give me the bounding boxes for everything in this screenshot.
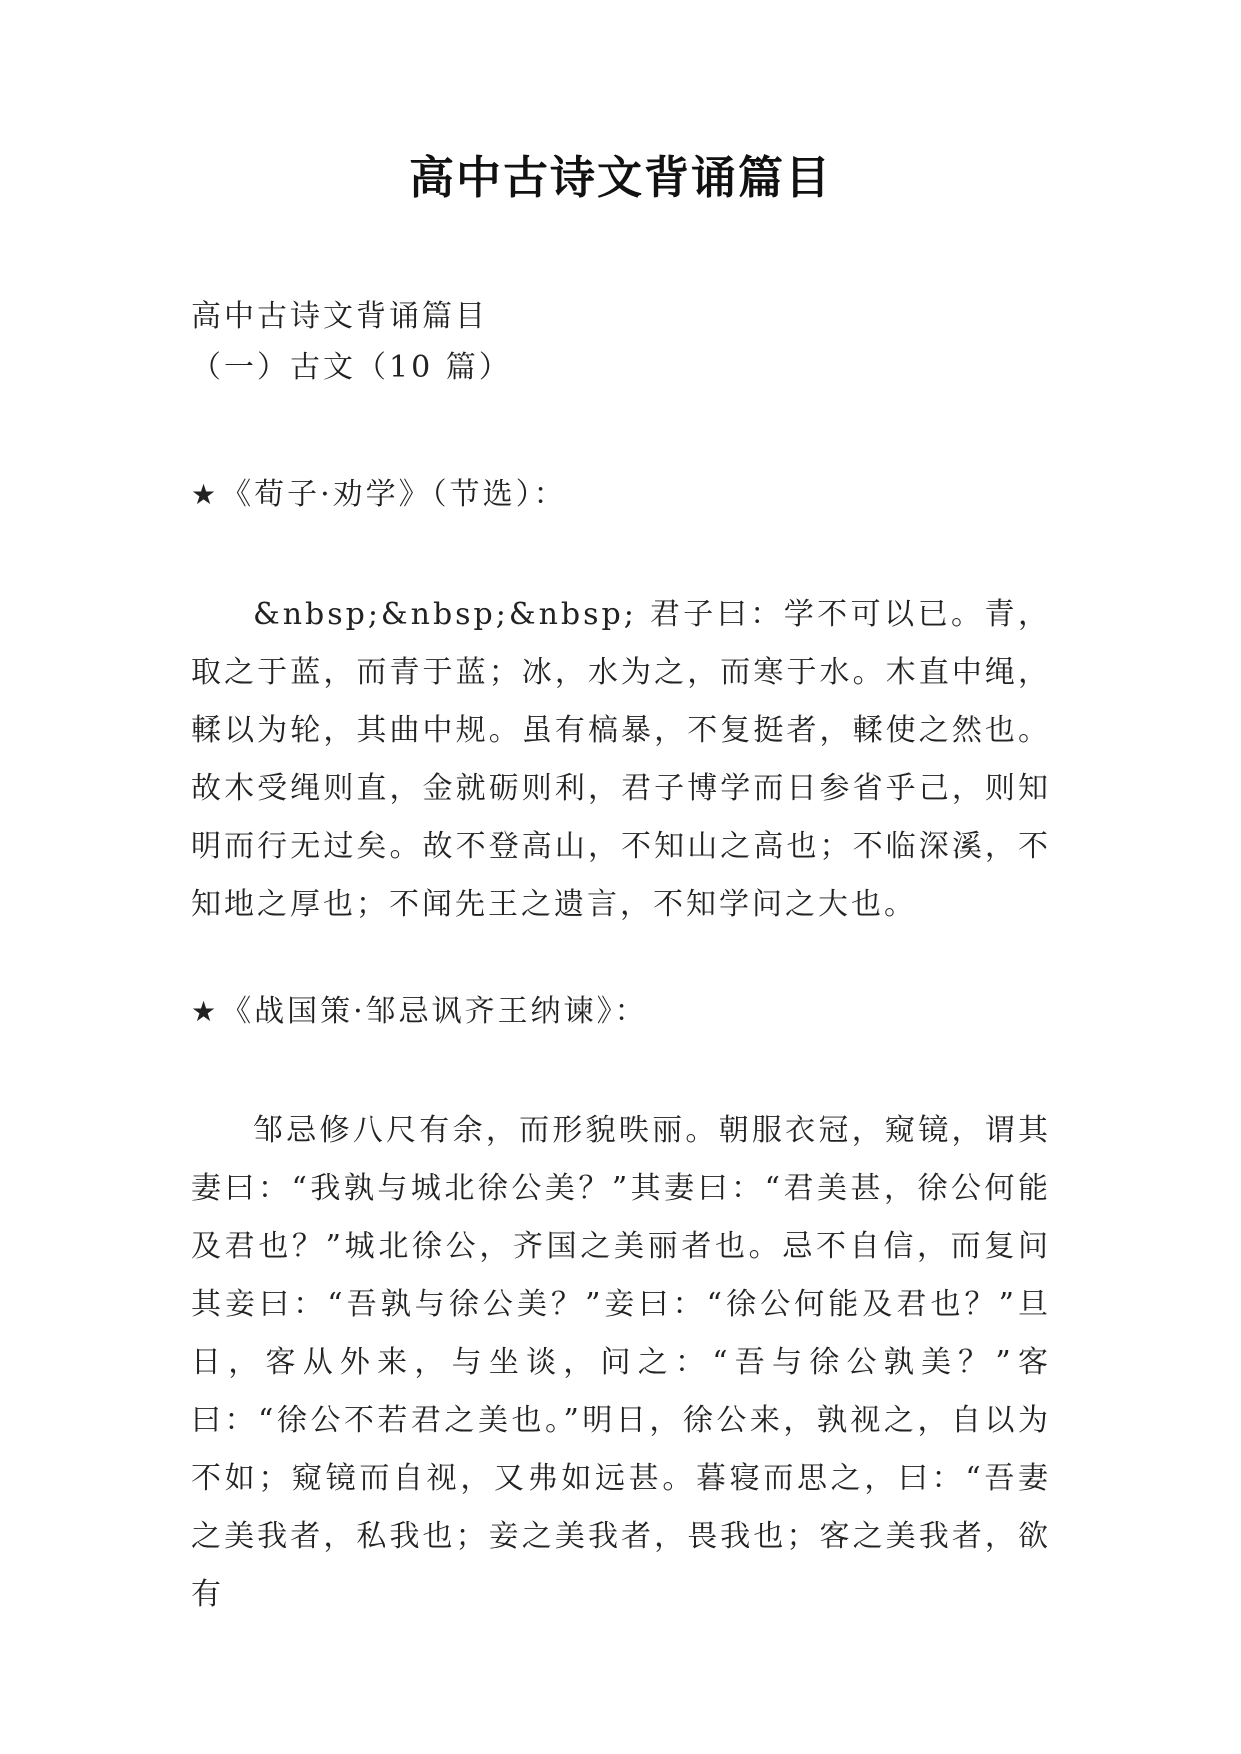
document-title: 高中古诗文背诵篇目 xyxy=(408,151,832,204)
entry-heading xyxy=(191,470,1051,520)
entry-paragraph: 邹忌修八尺有余，而形貌昳丽。朝服衣冠，窥镜，谓其妻曰：“我孰与城北徐公美？”其妻曰：“君美甚，徐公何能及君也？”城北徐公，齐国之美丽者也。忌不自信，而复问其妾曰：“吾孰与徐公美？”妾曰：“徐公何能及君也？”旦日，客从外来，与坐谈，问之：“吾与徐公孰美？”客曰：“徐公不若君之美也。”明日，徐公来，孰视之，自以为不如；窥镜而自视，又弗如远甚。暮寝而思之，曰：“吾妻之美我者，私我也；妾之美我者，畏我也；客之美我者，欲有 xyxy=(191,1113,1051,1612)
entry-paragraph: &nbsp;&nbsp;&nbsp; 君子曰：学不可以已。青，取之于蓝，而青于蓝；冰，水为之，而寒于水。木直中绳，輮以为轮，其曲中规。虽有槁暴，不复挺者，輮使之然也。故木受绳则直，金就砺则利，君子博学而日参省乎己，则知明而行无过矣。故不登高山，不知山之高也；不临深溪，不知地之厚也；不闻先王之遗言，不知学问之大也。 xyxy=(191,597,1051,922)
entry-heading xyxy=(191,987,1051,1037)
star-icon: ★ xyxy=(191,478,220,511)
document-subtitle: 高中古诗文背诵篇目 xyxy=(191,299,488,334)
entry-title: 《战国策·邹忌讽齐王纳谏》： xyxy=(221,994,648,1029)
star-icon: ★ xyxy=(191,995,220,1028)
entry-title: 《荀子·劝学》（节选）： xyxy=(221,477,567,512)
section-label: （一）古文（10 篇） xyxy=(191,350,512,385)
